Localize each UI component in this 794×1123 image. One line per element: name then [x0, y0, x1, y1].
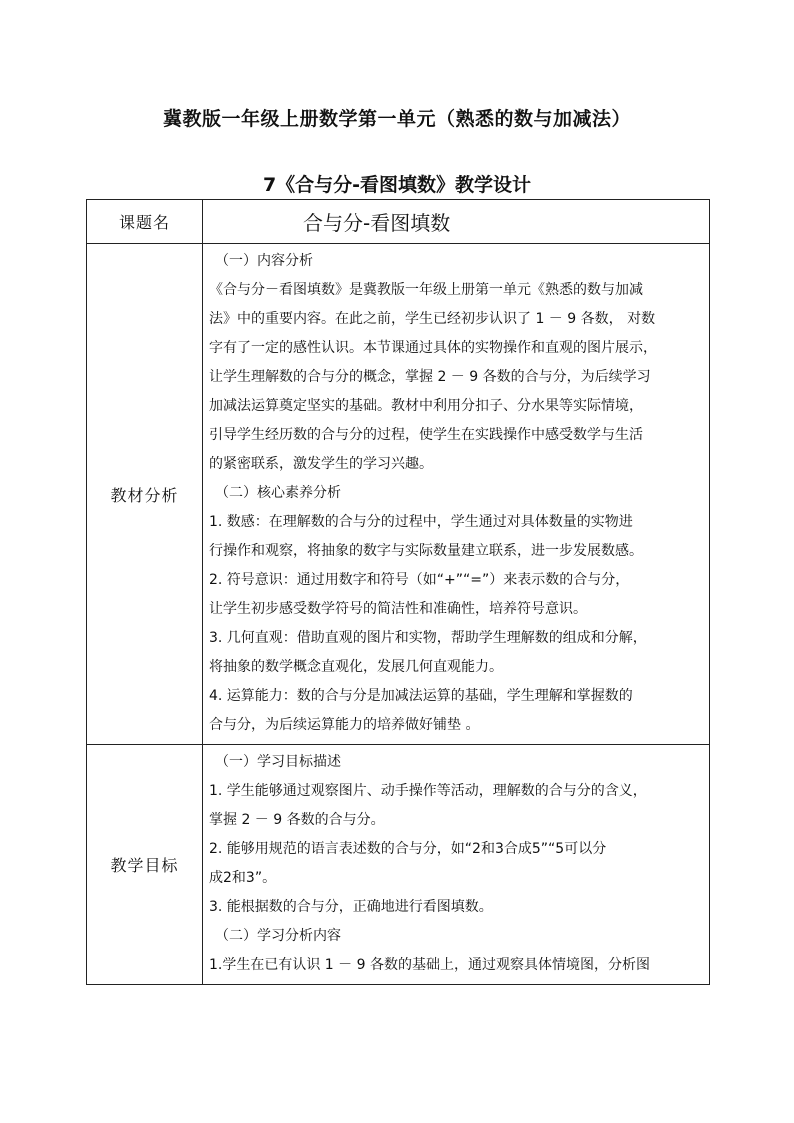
document-title: 冀教版一年级上册数学第一单元（熟悉的数与加减法） [162, 108, 631, 130]
material-analysis-row [87, 244, 710, 745]
section-heading: （一）内容分析 [215, 253, 313, 269]
teaching-goals-row [87, 745, 710, 985]
paragraph-line: 4. 运算能力：数的合与分是加减法运算的基础，学生理解和掌握数的 [209, 688, 633, 704]
paragraph-line: 1. 数感：在理解数的合与分的过程中，学生通过对具体数量的实物进 [209, 514, 633, 530]
section-heading: （二）学习分析内容 [215, 928, 341, 944]
paragraph-line: 法》中的重要内容。在此之前，学生已经初步认识了 1 － 9 各数， 对数 [209, 311, 656, 327]
teaching-goals-label: 教学目标 [87, 745, 203, 985]
section-heading: （一）学习目标描述 [215, 754, 341, 770]
paragraph-line: 字有了一定的感性认识。本节课通过具体的实物操作和直观的图片展示， [209, 340, 657, 356]
lesson-design-table [86, 199, 710, 985]
paragraph-line: 3. 几何直观：借助直观的图片和实物，帮助学生理解数的组成和分解， [209, 630, 647, 646]
paragraph-line: 掌握 2 － 9 各数的合与分。 [209, 812, 385, 828]
topic-row [87, 200, 710, 244]
topic-label: 课题名 [87, 200, 203, 244]
teaching-goals-content [203, 745, 710, 985]
section-heading: （二）核心素养分析 [215, 485, 341, 501]
paragraph-line: 2. 符号意识：通过用数字和符号（如“+”“=”）来表示数的合与分， [209, 572, 630, 588]
paragraph-line: 《合与分－看图填数》是冀教版一年级上册第一单元《熟悉的数与加减 [209, 282, 643, 298]
paragraph-line: 的紧密联系，激发学生的学习兴趣。 [209, 456, 433, 472]
lesson-title: 7《合与分-看图填数》教学设计 [262, 174, 532, 196]
material-analysis-content [203, 244, 710, 745]
paragraph-line: 让学生初步感受数学符号的简洁性和准确性，培养符号意识。 [209, 601, 587, 617]
topic-value: 合与分-看图填数 [203, 200, 710, 244]
paragraph-line: 1.学生在已有认识 1 － 9 各数的基础上，通过观察具体情境图，分析图 [209, 957, 650, 973]
paragraph-line: 加减法运算奠定坚实的基础。教材中利用分扣子、分水果等实际情境， [209, 398, 643, 414]
paragraph-line: 2. 能够用规范的语言表述数的合与分，如“2和3合成5”“5可以分 [209, 841, 607, 857]
paragraph-line: 成2和3”。 [209, 870, 277, 886]
paragraph-line: 将抽象的数学概念直观化，发展几何直观能力。 [209, 659, 503, 675]
paragraph-line: 合与分，为后续运算能力的培养做好铺垫 。 [209, 717, 480, 733]
paragraph-line: 3. 能根据数的合与分，正确地进行看图填数。 [209, 899, 493, 915]
paragraph-line: 引导学生经历数的合与分的过程，使学生在实践操作中感受数学与生活 [209, 427, 643, 443]
paragraph-line: 让学生理解数的合与分的概念，掌握 2 － 9 各数的合与分，为后续学习 [209, 369, 651, 385]
paragraph-line: 1. 学生能够通过观察图片、动手操作等活动，理解数的合与分的含义， [209, 783, 647, 799]
material-analysis-label: 教材分析 [87, 244, 203, 745]
paragraph-line: 行操作和观察，将抽象的数字与实际数量建立联系，进一步发展数感。 [209, 543, 643, 559]
